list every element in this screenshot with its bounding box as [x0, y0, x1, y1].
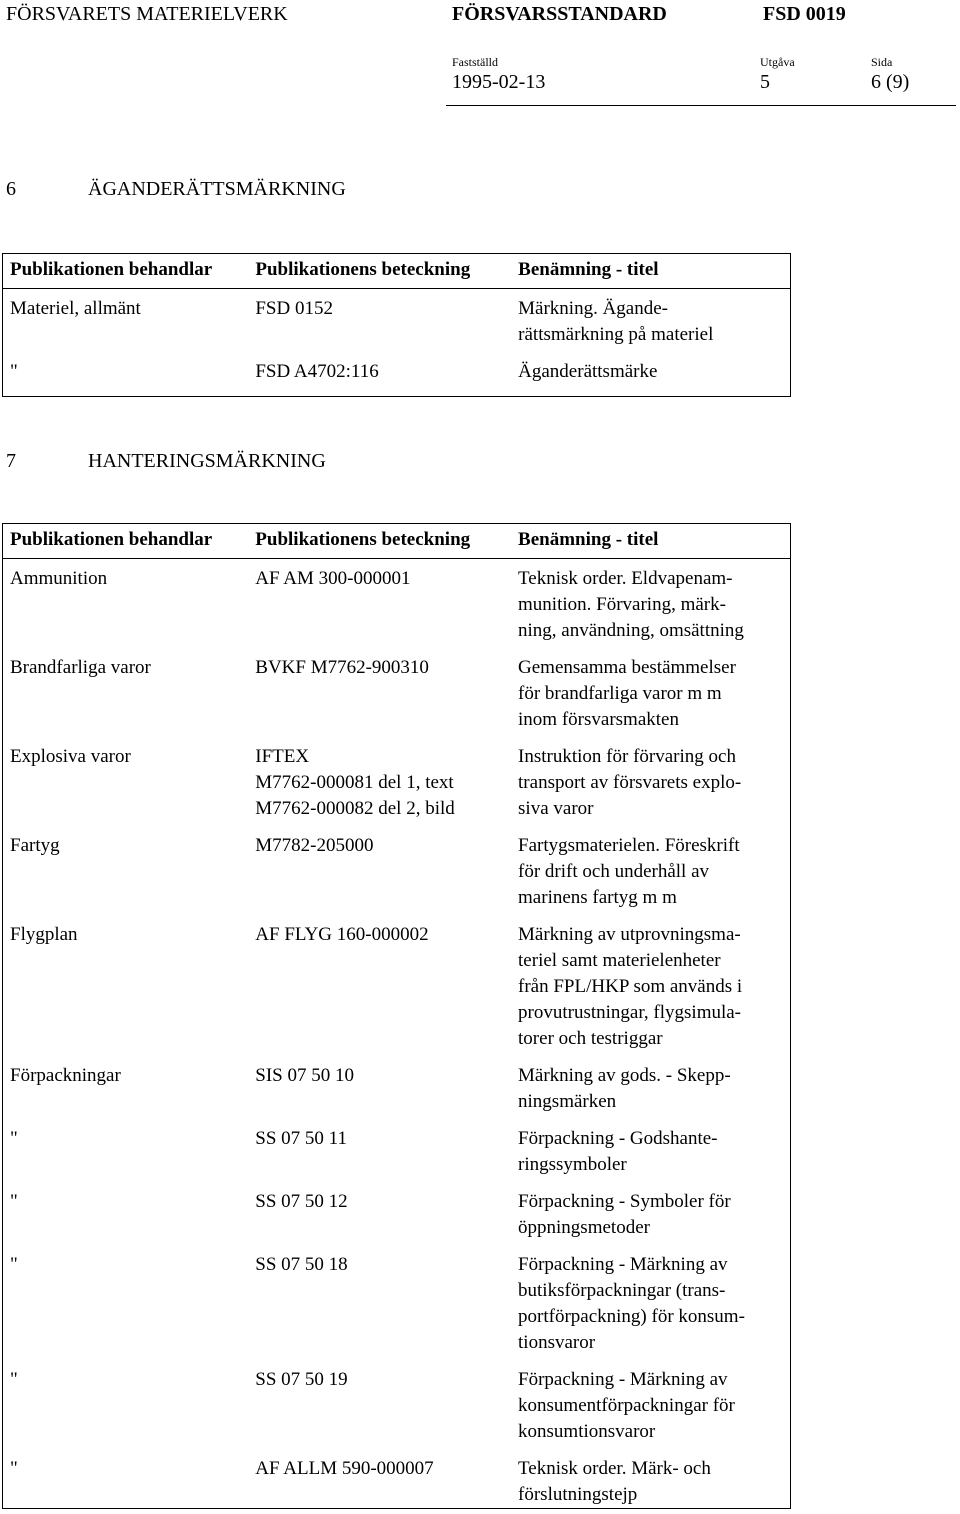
subject-cell: "	[10, 1191, 18, 1212]
title-cell: Teknisk order. Märk- och förslutningstejp	[518, 1458, 711, 1505]
table-header-row	[3, 254, 791, 289]
designation-cell: AF ALLM 590-000007	[255, 1458, 434, 1479]
table-row	[3, 655, 791, 744]
title-cell: Förpackning - Märkning av konsumentförpackningar för konsumtionsvaror	[518, 1369, 735, 1442]
designation-cell: SS 07 50 18	[255, 1254, 348, 1275]
designation-cell: AF AM 300-000001	[255, 568, 411, 589]
section-number: 7	[6, 450, 16, 472]
established-label: Fastställd	[452, 55, 499, 69]
designation-cell: IFTEX M7762-000081 del 1, text M7762-000082 del 2, bild	[255, 746, 455, 819]
subject-cell: Explosiva varor	[10, 746, 131, 767]
section-title: HANTERINGSMÄRKNING	[88, 450, 326, 472]
table-row	[3, 289, 791, 360]
page-label: Sida	[871, 55, 893, 69]
title-cell: Gemensamma bestämmelser för brandfarliga varor m m inom försvarsmakten	[518, 657, 736, 730]
column-header: Publikationens beteckning	[248, 254, 511, 289]
table-row	[3, 359, 791, 397]
section-7-heading	[6, 450, 326, 473]
designation-cell: FSD 0152	[255, 298, 333, 319]
title-cell: Instruktion för förvaring och transport av försvarets explo- siva varor	[518, 746, 742, 819]
title-cell: Teknisk order. Eldvapenam- munition. Förvaring, märk- ning, användning, omsättning	[518, 568, 744, 641]
subject-cell: Förpackningar	[10, 1065, 121, 1086]
designation-cell: SS 07 50 12	[255, 1191, 348, 1212]
standard-type: FÖRSVARSSTANDARD	[452, 3, 667, 25]
subject-cell: "	[10, 1369, 18, 1390]
page-number: 6 (9)	[871, 71, 910, 93]
designation-cell: AF FLYG 160-000002	[255, 924, 429, 945]
established-date: 1995-02-13	[452, 71, 546, 93]
column-header: Benämning - titel	[511, 524, 790, 559]
subject-cell: Brandfarliga varor	[10, 657, 151, 678]
subject-cell: "	[10, 1458, 18, 1479]
title-cell: Förpackning - Märkning av butiksförpackningar (trans- portförpackning) för konsum- tionsvaror	[518, 1254, 745, 1353]
table-row	[3, 1456, 791, 1509]
subject-cell: Materiel, allmänt	[10, 298, 141, 319]
document-header	[0, 0, 960, 108]
table-row	[3, 1367, 791, 1456]
column-header: Publikationen behandlar	[3, 254, 249, 289]
section-6-table	[2, 253, 791, 397]
designation-cell: BVKF M7762-900310	[255, 657, 429, 678]
organization-name: FÖRSVARETS MATERIELVERK	[6, 3, 288, 25]
table-row	[3, 1126, 791, 1189]
table-header-row	[3, 524, 791, 559]
table-row	[3, 1252, 791, 1367]
section-6-heading	[6, 178, 346, 201]
subject-cell: Flygplan	[10, 924, 78, 945]
table-row	[3, 559, 791, 656]
title-cell: Förpackning - Godshante- ringssymboler	[518, 1128, 718, 1175]
column-header: Publikationens beteckning	[248, 524, 511, 559]
title-cell: Fartygsmaterielen. Föreskrift för drift och underhåll av marinens fartyg m m	[518, 835, 740, 908]
designation-cell: M7782-205000	[255, 835, 374, 856]
title-cell: Äganderättsmärke	[518, 361, 658, 382]
table-row	[3, 1063, 791, 1126]
section-7-table	[2, 523, 791, 1509]
title-cell: Förpackning - Symboler för öppningsmetoder	[518, 1191, 731, 1238]
subject-cell: Fartyg	[10, 835, 60, 856]
standard-code: FSD 0019	[763, 3, 846, 25]
edition-label: Utgåva	[760, 55, 795, 69]
header-rule	[446, 105, 956, 106]
subject-cell: "	[10, 1254, 18, 1275]
column-header: Publikationen behandlar	[3, 524, 249, 559]
table-row	[3, 833, 791, 922]
edition-number: 5	[760, 71, 770, 93]
title-cell: Märkning. Ägande- rättsmärkning på materiel	[518, 298, 714, 345]
designation-cell: SS 07 50 19	[255, 1369, 348, 1390]
designation-cell: FSD A4702:116	[255, 361, 379, 382]
section-title: ÄGANDERÄTTSMÄRKNING	[88, 178, 346, 200]
subject-cell: "	[10, 1128, 18, 1149]
subject-cell: "	[10, 361, 18, 382]
designation-cell: SIS 07 50 10	[255, 1065, 354, 1086]
table-row	[3, 744, 791, 833]
table-row	[3, 1189, 791, 1252]
designation-cell: SS 07 50 11	[255, 1128, 347, 1149]
title-cell: Märkning av utprovningsma- teriel samt materielenheter från FPL/HKP som används i provutrustningar, flygsimula- torer och testriggar	[518, 924, 743, 1049]
column-header: Benämning - titel	[511, 254, 790, 289]
section-number: 6	[6, 178, 16, 200]
table-row	[3, 922, 791, 1063]
title-cell: Märkning av gods. - Skepp- ningsmärken	[518, 1065, 731, 1112]
subject-cell: Ammunition	[10, 568, 108, 589]
